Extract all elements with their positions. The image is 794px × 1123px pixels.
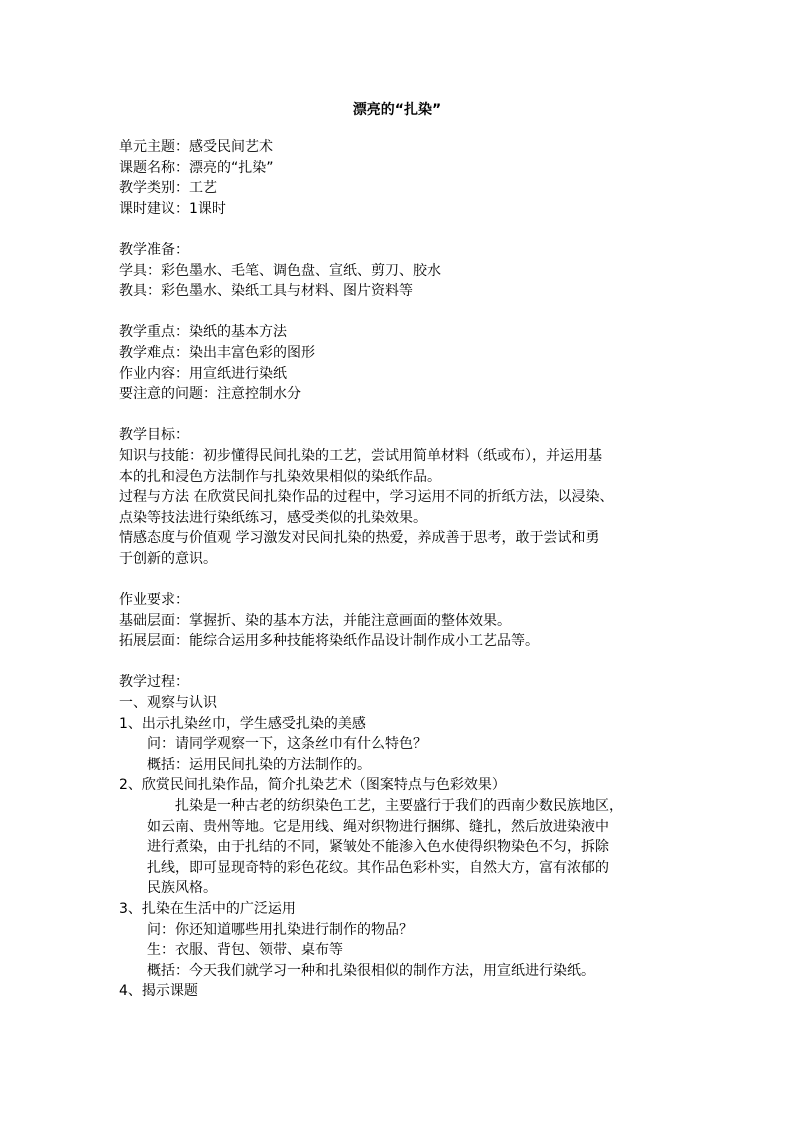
teaching-difficulty: 教学难点：染出丰富色彩的图形 <box>119 344 315 361</box>
step-summary: 概括：今天我们就学习一种和扎染很相似的制作方法，用宣纸进行染纸。 <box>147 962 595 979</box>
section-heading: 一、观察与认识 <box>119 695 217 712</box>
homework-content: 作业内容：用宣纸进行染纸 <box>119 365 287 382</box>
student-answer: 生：衣服、背包、领带、桌布等 <box>147 942 343 959</box>
prep-heading: 教学准备： <box>119 241 189 258</box>
paragraph-line: 进行煮染，由于扎结的不同，紧皱处不能渗入色水使得织物染色不匀，拆除 <box>147 839 609 856</box>
paragraph-line: 扎线，即可显现奇特的彩色花纹。其作品色彩朴实，自然大方，富有浓郁的 <box>147 859 609 876</box>
goal-process-line: 过程与方法 在欣赏民间扎染作品的过程中，学习运用不同的折纸方法，以浸染、 <box>119 489 614 506</box>
goal-knowledge-line: 本的扎和浸色方法制作与扎染效果相似的染纸作品。 <box>119 468 441 485</box>
lesson-hours: 课时建议：1课时 <box>119 200 226 217</box>
spacer <box>119 405 679 426</box>
teacher-materials: 教具：彩色墨水、染纸工具与材料、图片资料等 <box>119 283 413 300</box>
teaching-key-point: 教学重点：染纸的基本方法 <box>119 324 287 341</box>
step-item: 4、揭示课题 <box>119 983 198 1000</box>
lesson-topic: 课题名称：漂亮的“扎染” <box>119 159 274 176</box>
student-materials: 学具：彩色墨水、毛笔、调色盘、宣纸、剪刀、胶水 <box>119 262 441 279</box>
requirement-extended: 拓展层面：能综合运用多种技能将染纸作品设计制作成小工艺品等。 <box>119 633 539 650</box>
spacer <box>119 652 679 673</box>
goals-heading: 教学目标： <box>119 427 189 444</box>
unit-theme: 单元主题：感受民间艺术 <box>119 139 273 155</box>
step-item: 1、出示扎染丝巾，学生感受扎染的美感 <box>119 715 366 732</box>
spacer <box>119 219 679 240</box>
requirement-basic: 基础层面：掌握折、染的基本方法，并能注意画面的整体效果。 <box>119 612 511 629</box>
spacer <box>119 302 679 323</box>
step-question: 问：你还知道哪些用扎染进行制作的物品？ <box>147 921 413 938</box>
lesson-category: 教学类别：工艺 <box>119 180 217 197</box>
requirements-heading: 作业要求： <box>119 592 189 609</box>
step-item: 3、扎染在生活中的广泛运用 <box>119 900 296 917</box>
spacer <box>119 569 679 590</box>
goal-process-line: 点染等技法进行染纸练习，感受类似的扎染效果。 <box>119 509 427 526</box>
goal-emotion-line: 于创新的意识。 <box>119 550 217 567</box>
goal-emotion-line: 情感态度与价值观 学习激发对民间扎染的热爱，养成善于思考，敢于尝试和勇 <box>119 530 600 547</box>
page-title: 漂亮的“扎染” <box>352 102 442 118</box>
step-question: 问：请同学观察一下，这条丝巾有什么特色？ <box>147 736 427 753</box>
paragraph-line: 扎染是一种古老的纺织染色工艺，主要盛行于我们的西南少数民族地区， <box>175 798 623 814</box>
step-item: 2、欣赏民间扎染作品，简介扎染艺术（图案特点与色彩效果） <box>119 777 506 794</box>
paragraph-line: 民族风格。 <box>147 880 217 897</box>
attention-note: 要注意的问题：注意控制水分 <box>119 386 301 403</box>
goal-knowledge-line: 知识与技能：初步懂得民间扎染的工艺，尝试用简单材料（纸或布），并运用基 <box>119 447 602 464</box>
document-body <box>119 137 679 1002</box>
process-heading: 教学过程： <box>119 674 189 691</box>
step-summary: 概括：运用民间扎染的方法制作的。 <box>147 756 371 773</box>
paragraph-line: 如云南、贵州等地。它是用线、绳对织物进行捆绑、缝扎，然后放进染液中 <box>147 818 609 835</box>
